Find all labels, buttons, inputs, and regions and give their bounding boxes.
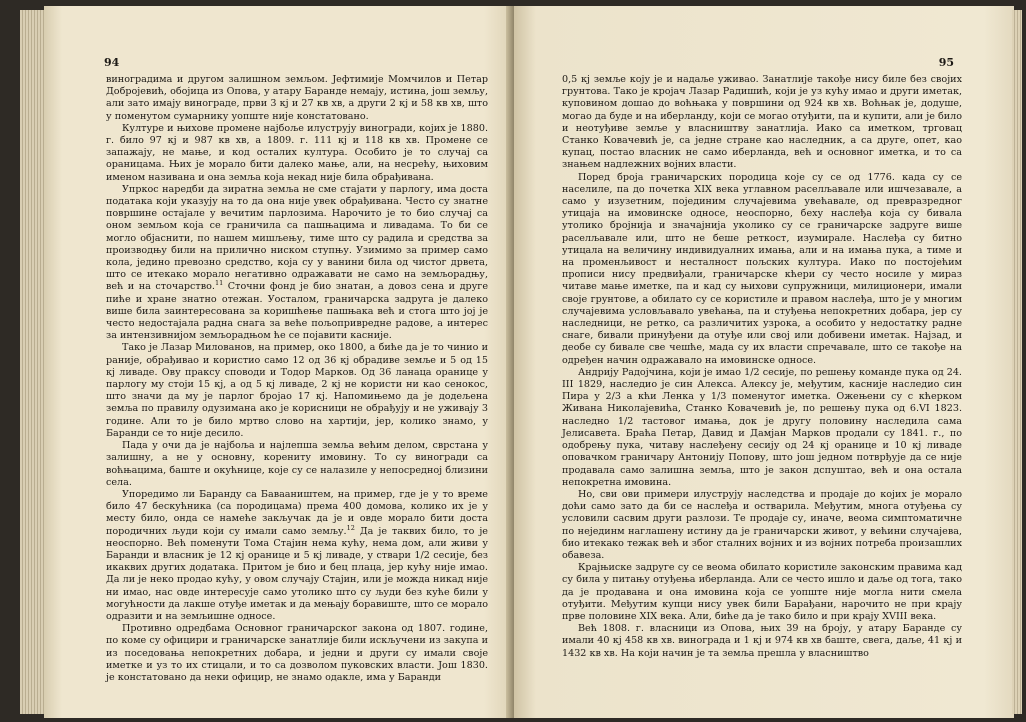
left-page-body	[106, 74, 488, 684]
footnote-marker: 12	[346, 523, 355, 532]
paragraph: Пада у очи да је најбоља и најлепша земља већим делом, сврстана у залишну, а не у основну, корениту имовину. То су виногради са воћњацима, баште и окућнице, које су се налазиле у непосредној близини села.	[106, 440, 488, 488]
paragraph: виноградима и другом залишном земљом. Јефтимије Момчилов и Петар Добројевић, обојица из Опова, у атару Баранде немају, истина, још земљу, али зато имају винограде, први 3 кј и 27 кв хв, а други 2 кј и 58 кв хв, што у поменутом сумарнику уопште није констатовано.	[106, 74, 488, 122]
paragraph: Андрију Радојчина, који је имао 1/2 сесије, по решењу команде пука од 24. III 1829, наследио је син Алекса. Алексу је, међутим, касније наследио син Пира у 2/3 а кћи Ленка у 1/3 поменутог иметка. Ожењени су с кћерком Живана Николајевића, Станко Ковачевић је, по решењу пука од 6.VI 1823. наследно 1/2 тастовог имања, док је другу половину наследила сама Јелисавета. Браћа Петар, Давид и Дамјан Марков продали су 1841. г., по одобрењу пука, читаву наслеђену сесију од 24 кј оранице и 10 кј ливаде оповачком граничару Антонију Попову, што још једном потврђује да се није продавала само залишна земља, што је закон дспуштао, већ и она остала непокретна имовина.	[562, 366, 962, 488]
paragraph: 0,5 кј земље коју је и надаље уживао. Занатлије такође нису биле без својих грунтова. Тако је кројач Лазар Радишић, који је уз кућу имао и други иметак, куповином дошао до воћњака у површини од 924 кв хв. Воћњак је, додуше, могао да буде и на иберланду, који се могао отуђити, па и купити, али је било и неотуђиве земље у власништву занатлија. Иако са иметком, трговац Станко Ковачевић је, са једне стране као наследник, а са друге, опет, као купац, постао власник не само иберланда, већ и основног иметка, и то са знањем надлежних војних власти.	[562, 74, 962, 171]
paragraph: Упоредимо ли Баранду са Бавааништем, на пример, где је у то време било 47 бескућника (са породицама) према 400 домова, колико их је у месту било, онда се намеће закључак да је и овде морало бити доста породичних људи који су имали само земљу.$^{12}$ Да је таквих било, то је неоспорно. Већ поменути Тома Стајин нема кућу, нема дом, али живи у Баранди и власник је 12 кј оранице и 5 кј ливаде, у ствари 1/2 сесије, без икаквих других додатака. Притом је био и бец плаца, јер кућу није имао. Да ли је неко продао кућу, у овом случају Стајин, или је можда никад није ни имао, нас овде интересује само утолико што су људи без куће били у могућности да лакше отуђе иметак и да мењају боравиште, што се морало одразити и на земљишне односе.	[106, 488, 488, 622]
page-number-right: 95	[938, 56, 954, 69]
left-page	[44, 6, 514, 718]
paragraph: Но, сви ови примери илуструју наследства и продаје до којих је морало доћи само зато да би се наслеђа и остварила. Међутим, многа отуђења су условили сасвим други разлози. Те продаје су, иначе, веома симптоматичне по нејединм наглашену истину да је граничарски живот, у већини случајева, био итекако тежак већ и због сталних војних и из војних потреба произашлих обавеза.	[562, 488, 962, 561]
right-page-body	[562, 74, 962, 660]
left-page-edges	[20, 10, 46, 714]
paragraph: Противно одредбама Основног граничарског закона од 1807. године, по коме су официри и граничарске занатлије били искључени из закупа и из поседовања непокретних добара, и једни и други су имали своје иметке и уз то их стицали, и то са дозволом пуковских власти. Још 1830. је констатовано да неки официр, не знамо одакле, има у Баранди	[106, 623, 488, 683]
paragraph: Културе и њихове промене најбоље илуструју виногради, којих је 1880. г. било 97 кј и 987 кв хв, а 1809. г. 111 кј и 118 кв хв. Промене се запажају, не мање, и код осталих култура. Особито је то случај са ораницама. Њих је морало бити далеко мање, али, на несрећу, њиховим именом називана и она земља која некад није била обрађивана.	[106, 122, 488, 183]
paragraph: Тако је Лазар Милованов, на пример, око 1800, а биће да је то чинио и раније, обрађивао и користио само 12 од 36 кј обрадиве земље и 5 од 15 кј ливаде. Ову праксу споводи и Тодор Марков. Од 36 ланаца оранице у парлогу му стоји 15 кј, а од 5 кј ливаде, 2 кј не користи ни као сенокос, што значи да му је парлог бројао 17 кј. Напомињемо да је додељена земља по правилу одузимана ако је корисници не обрађују и не уживају 3 године. Али то је било мртво слово на хартији, јер, колико знамо, у Баранди се то није десило.	[106, 342, 488, 439]
right-page	[514, 6, 1014, 718]
paragraph: Већ 1808. г. власници из Опова, њих 39 на броју, у атару Баранде су имали 40 кј 458 кв хв. винограда и 1 кј и 974 кв хв баште, свега, даље, 41 кј и 1432 кв хв. На који начин је та земља прешла у власништво	[562, 623, 962, 659]
paragraph: Поред броја граничарских породица које су се од 1776. када су се населиле, па до почетка XIX века углавном раселљавале или ишчезавале, а само у изузетним, појединим случајевима увећавале, од превразредног утицаја на имовинске односе, неоспорно, беху наслеђа која су бивала утолико бројнија и значајнија уколико су се граничарске задруге више раселљавале или, што не беше реткост, изумирале. Наслеђа су битно утицала на величину индивидуалних имања, али и на имања пука, а тиме и на променљивост и несталност пољских култура. Иако по постојећим прописи нису предвиђали, граничарске кћери су често носиле у мираз читаве мање иметке, па и кад су њихови супружници, милиционери, имали своје грунтове, а обилато су се користиле и правом наслеђа, што је у многим случајевима условљавало увећања, па и стуђења непокретних добара, јер су наследници, не ретко, са различитих узрока, а особито у недостатку радне снаге, бивали принуђени да отуђе или свој или добивени иметак. Најзад, и деобе су бивале све чешће, мада су их власти спречавале, што се такође на одређен начин одражавало на имовинске односе.	[562, 171, 962, 366]
paragraph: Крајњиске задруге су се веома обилато користиле законским правима кад су била у питању отуђења иберланда. Али се често ишло и даље од тога, тако да је продавана и она имовина која се уопште није могла нити смела отуђити. Међутим купци нису увек били Барађани, нарочито не при крају прве половине XIX века. Али, биће да је тако било и при крају XVIII века.	[562, 562, 962, 622]
right-page-edges	[1012, 10, 1022, 714]
page-number-left: 94	[104, 56, 120, 69]
paragraph: Упркос наредби да зиратна земља не сме стајати у парлогу, има доста података који указују на то да она није увек обрађивана. Често су знатне површине остајале у вечитим парлозима. Нарочито је то био случај са оном земљом која се граничила са пашњацима и ливадама. То би се могло објаснити, по нашем мишљењу, тиме што су радила и средства за производњу били на прилично ниском ступњу. Узимимо за пример само кола, једино превозно средство, која су у ванини била од чистог дрвета, што се итекако морало негативно одражавати не само на земљорадњу, већ и на сточарство.$^{11}$ Сточни фонд је био знатан, а довоз сена и друге пиће и хране знатно отежан. Уосталом, граничарска задруга је далеко више била заинтересована за коришћење пашњака већ и стога што јој је често недостајала радна снага за веће пољопривредне радове, а интерес за интензивнијом земљорадњом ће се појавити касније.	[106, 183, 488, 342]
footnote-marker: 11	[214, 279, 224, 288]
